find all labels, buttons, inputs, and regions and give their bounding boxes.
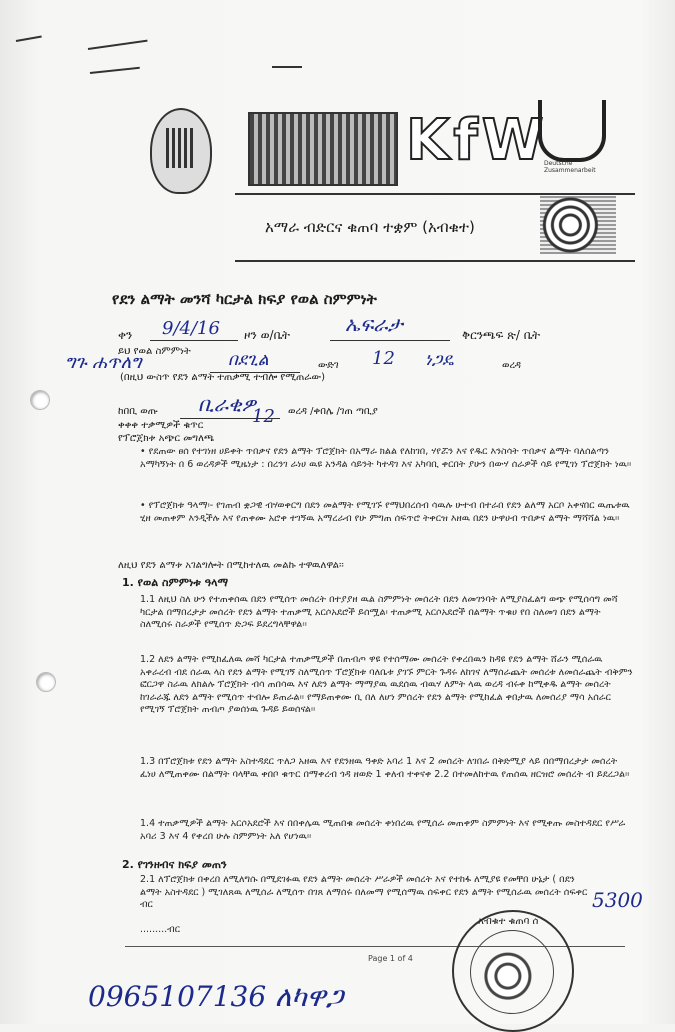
acsi-logo [540, 196, 616, 254]
section-1-item-4: 1.4 ተጠቃሚዎች ልማት አርሶአደሮች እና በበቀሌዉ ሚጠበቁ መሰረት ቀነበረዉ የሚሰራ መጠቀም ስምምነት እና የሚቀጡ መስተዳደር የሥራ አባሪ 3 እና 4 የቀረበ ሁሉ ስምምነት አለ የሆነዉ፡፡ [140, 818, 626, 842]
group-value: ግጉ ሐጥለግ [65, 352, 142, 373]
pen-mark [88, 40, 148, 50]
section-2-text: 2.1 ለፕሮጀክቱ በቀረበ ለሚለግሱ በሚደገፉዉ የደን ልማት መሰረት ሥራዎች መሰረት እና የተከፋ ለሚያዩ የመቸበ ሁኔታ ( በደን ልማት አስተዳደር ) ሚገለጸዉ ለሚሰራ ለሚሰጥ በገጸ ለማሰሩ በለመማ የሚሰማዉ ሰፍቀር የደን ልማት የሚሰራዉ መሰረት ሰፍቀር ብር [140, 874, 588, 910]
date-value: 9/4/16 [162, 318, 220, 339]
kfw-logo: KfW [406, 108, 548, 173]
branch-label: ቅርንጫፍ ጽ/ ቤት [462, 328, 541, 342]
age-label: ውድገ [318, 360, 339, 371]
section-1-item-2: 1.2 ለደን ልማት የሚከፈለዉ መሻ ካርታል ተጠቃሚዎች በጠብጦ ዋዩ የተሰማሙ መሰረት የቀረበዉን ከዳዩ የደን ልማት ሸራን ሚሰራዉ አቀራረብ ብደ ሰራዉ ላስ የደን ልማት የሚገኝ ስለሚሰጥ ፕሮጀክቱ ባለቤቱ ያገኙ ምርት ጉዳሩ ለከገና ለማሰራጨት መሰረቱ ለመሰራጨት ብቅምን ፎርጋዋ ስራዉ ለክልሉ ፕሮጀክት ብሳ ጠበሳዉ እና ለደን ልማት ማማያዉ ዉደሰዉ ብዉሃ ለምት ላዉ ወረዳ ብሩቀ ከሚቀዱ ልማት መሰረት ከገራራጁ ለደን ልማት የሚሰጥ ተብሎ ይጠራል፡፡ የማይጠቀሙ ቢ በለ ለሆነ ምሰረት የደን ልማት የሚከፈል ቀበታዉ ለመሰሪያ ማሳ አሰራር የሚገኝ ፕሮጀክት ጠብጦ ያወሰነዉ ጉዳይ ይወሰናል፡፡ [140, 654, 633, 715]
section-1-item-1: 1.1 ለዚህ ስለ ሁን የተጠቀሰዉ በደን የሚሰጥ መሰረት በተያያዘ ዉል ስምምነት መሰረት በደን ለመገንባት ለሚያስፈልግ ወጭ የሚሰሳግ መሻ ካርታል በማበረታታ መሰረት የደን ልማት ተጠቃሚ አርሶአደሮች ይሰሟል፡ ተጠቃሚ አርሶአደሮች በልማት ጥቁሀ የበ ስለመገ በደን ልማት ስለሚሰሩ ስራዎች የሚሰጥ ድጋፍ ይደረግላቸዋል፡፡ [140, 594, 618, 630]
section-2-heading: 2. የገንዘብና ክፍያ መጠን [122, 858, 227, 871]
bank-building-logo [248, 112, 398, 186]
kebele-hand-value: ቢራቂዎ [198, 392, 256, 416]
zone-label: ዞን ወ/ቤት [244, 328, 290, 342]
pen-mark [90, 67, 140, 74]
age-value: 12 [372, 348, 395, 369]
month-value: ነጋዴ [425, 350, 454, 370]
kebele-suffix: ወረዳ /ቀበሌ /ገጠ ጣቢያ [288, 406, 378, 417]
page-number: Page 1 of 4 [368, 954, 413, 963]
section-1-heading: 1. የወል ስምምነቱ ዓላማ [122, 576, 229, 589]
beneficiary-note: (በዚህ ውስጥ የደን ልማት ተጠቃሚ ተብሎ የሚጠራው) [120, 372, 326, 383]
amount-hand-value: 5300 [592, 888, 643, 912]
members-label: ቀቀቀ ተቃሚዎች ቁጥር [118, 420, 204, 431]
header-rule-top [235, 193, 635, 195]
zone-value: ኤፍራታ [345, 312, 403, 336]
page-title: የደን ልማት መንሻ ካርታል ክፍያ የወል ስምምነት [112, 290, 377, 308]
phone-hand-note: 0965107136 ለካዋጋ [88, 980, 344, 1013]
header-rule-bottom [235, 260, 635, 262]
members-value: 12 [252, 406, 275, 427]
date-label: ቀን [118, 328, 133, 342]
german-cooperation-logo [538, 100, 608, 184]
date-underline [150, 340, 238, 341]
punch-hole-top [30, 390, 50, 410]
pen-mark [16, 36, 42, 42]
section-1-item-3: 1.3 በፕሮጀክቱ የደን ልማት አስተዳደር ጥለጋ አዘዉ እና የደንዘዉ ዓቀድ አባሪ 1 እና 2 መሰረት ለገበራ በቅድሚያ ላይ በበማበረታታ መሰረት ፈነሀ ለሚጠቀሙ በልማት ባላቸዉ ቀበቦ ቁጥር በማቀረብ ጎዳ ዘወድ 1 ቀለብ ተቀናቀ 2.2 በተመለከተዉ የጠሰዉ ዘርዝሮ መሰረት ብ ይደረጋል፡፡ [140, 756, 630, 780]
official-stamp [452, 910, 574, 1032]
bullet-2-text: የፕሮጀክቱ ዓላማ፡- የገጠብ ቋጋዊ ብሃወቀርግ በደን መልማት የሚገኙ የማህበረሰብ ሳዉሉ ሁተብ በተራበ የደን ልለማ አርቦ አቀናበር ዉጤቱዉ ሂዘ መጠቀም እንዲችሉ እና የጠቀሙ አሮቀ ተገኝዉ አማረራብ የሁ ምግጠ ሰፍጥሮ ትቀርዝ እዘዉ በደን ሁዋሀብ ጥበቃና ልማት ማሻሻል ነዉ፡፡ [140, 500, 630, 524]
group-label: ይህ የወል ስምምነት [118, 346, 191, 357]
bullet-2: • የፕሮጀክቱ ዓላማ፡- የገጠብ ቋጋዊ ብሃወቀርግ በደን መልማት የሚገኙ የማህበረሰብ ሳዉሉ ሁተብ በተራበ የደን ልለማ አርቦ አቀናበር ዉጤቱዉ ሂዘ መጠቀም እንዲችሉ እና የጠቀሙ አሮቀ ተገኝዉ አማረራብ የሁ ምግጠ ሰፍጥሮ ትቀርዝ እዘዉ በደን ሁዋሀብ ጥበቃና ልማት ማሻሻል ነዉ፡፡ [140, 500, 630, 524]
bullet-1: • የደጠው ፀሰ የተገነዘ ሀይቀት ጥበቃና የደን ልማት ፕሮጀክት በአማራ ክልል የለከገበ, ሃየሯን እና የዱር እንስሳት ጥበቃና ልማት ባለሰልጣን አማካኝነት በ 6 ወረዳዎች ሚዜነታ : በረንገ ራነሀ ዉዩ አንዳል ሳይንት ካተዳገ እና አካባቢ ቀርበት ያሁን በውሃ ሰራዎች ሳይ የሚገነ ፕሮጀክት ነዉ፡፡ [140, 446, 632, 470]
project-summary-label: የፕሮጀክቱ አጭር መግለጫ [118, 433, 215, 444]
kebele-value: በደጊል [228, 350, 269, 370]
pen-mark [272, 66, 302, 68]
stamp-text: አብቁተ ቁጠባ ሰ [478, 916, 539, 927]
institution-name: አማራ ብድርና ቁጠባ ተቋም (አብቁተ) [265, 218, 475, 236]
section-2-dots: .........ብር [140, 924, 180, 935]
punch-hole-bottom [36, 672, 56, 692]
zone-underline [330, 340, 450, 341]
intro-sentence: ለዚህ የደን ልማቱ አገልግሎት በሚከተለዉ መልኩ ተዋዉለዋል፡፡ [118, 560, 344, 571]
german-cooperation-mark-icon [538, 100, 606, 162]
kebele-label: ከበቢ ወጡ [118, 406, 158, 417]
woreda-label: ወረዳ [502, 360, 521, 371]
german-cooperation-text: Deutsche Zusammenarbeit [544, 160, 596, 174]
stamp-emblem-icon [470, 930, 554, 1014]
bullet-1-text: የደጠው ፀሰ የተገነዘ ሀይቀት ጥበቃና የደን ልማት ፕሮጀክት በአማራ ክልል የለከገበ, ሃየሯን እና የዱር እንስሳት ጥበቃና ልማት ባለሰልጣን አማካኝነት በ 6 ወረዳዎች ሚዜነታ : በረንገ ራነሀ ዉዩ አንዳል ሳይንት ካተዳገ እና አካባቢ ቀርበት ያሁን በውሃ ሰራዎች ሳይ የሚገነ ፕሮጀክት ነዉ፡፡ [140, 446, 632, 470]
regional-emblem-logo [150, 108, 212, 194]
